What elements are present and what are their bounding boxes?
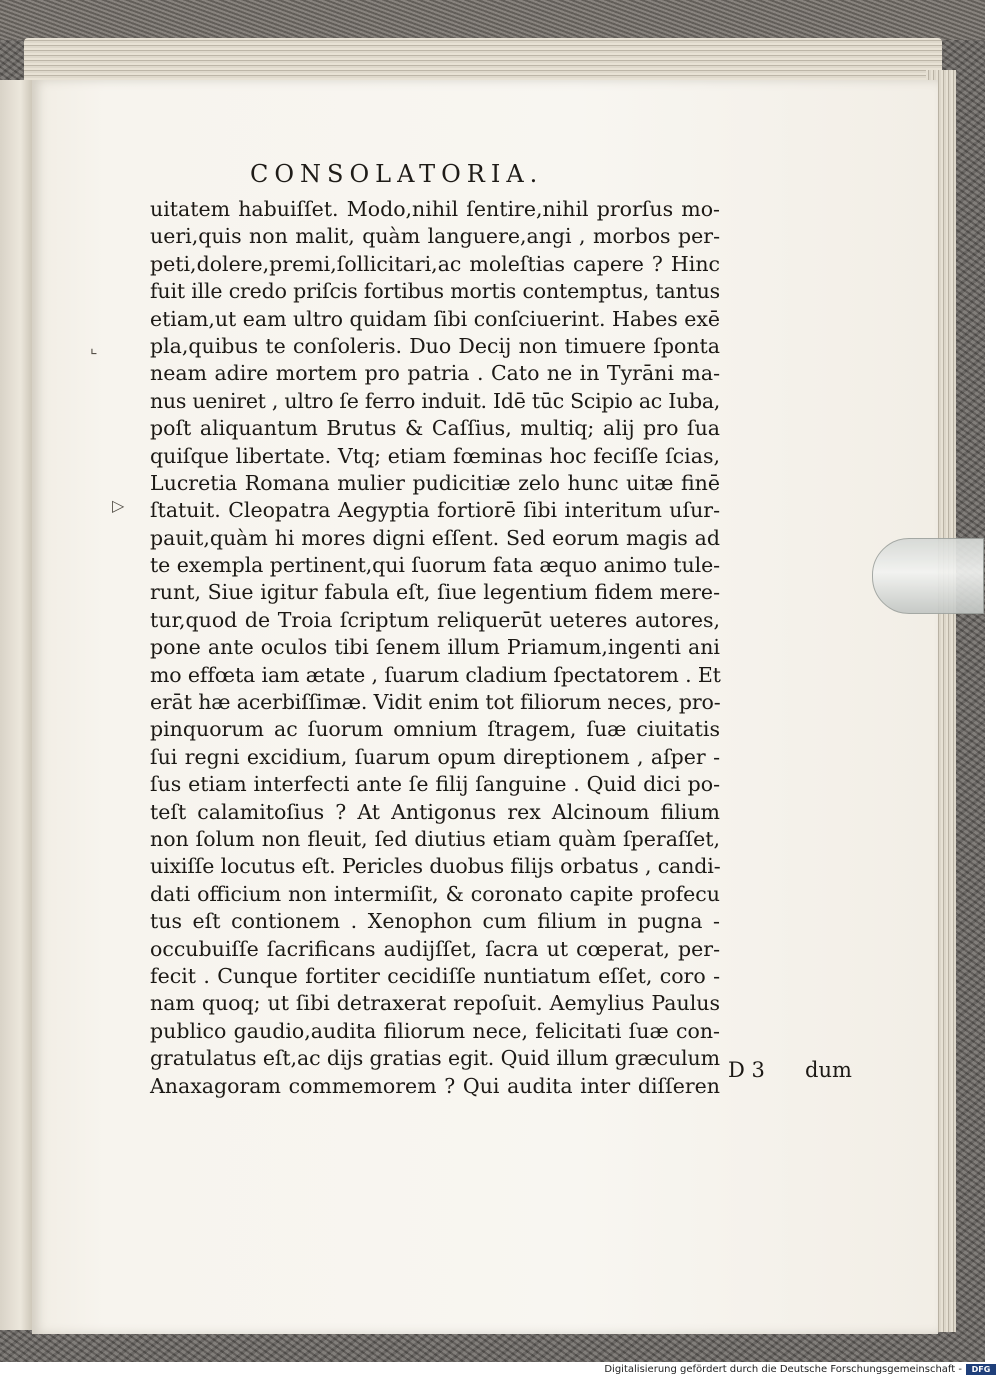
text-line: publico gaudio,audita filiorum nece, felicitati ſuæ con- bbox=[150, 1018, 720, 1043]
text-line: Lucretia Romana mulier pudicitiæ zelo hunc uitæ finē bbox=[150, 470, 720, 495]
catchword: dum bbox=[805, 1058, 852, 1082]
text-line: tus eſt contionem . Xenophon cum filium in pugna - bbox=[150, 909, 720, 934]
page-body-text bbox=[150, 196, 720, 1100]
text-line: teſt calamitoſius ? At Antigonus rex Alcinoum filium bbox=[150, 799, 720, 824]
dfg-logo: DFG bbox=[966, 1364, 996, 1375]
text-line: neam adire mortem pro patria . Cato ne in Tyrāni ma- bbox=[150, 361, 720, 386]
text-line: non ſolum non fleuit, ſed diutius etiam quàm ſperaſſet, bbox=[150, 826, 720, 851]
book-cover-top-edge bbox=[0, 0, 985, 40]
text-line: occubuiſſe ſacrificans audijſſet, ſacra ut cœperat, per- bbox=[150, 936, 720, 961]
margin-pointer-mark: ▷ bbox=[112, 496, 125, 515]
funding-credit: Digitalisierung gefördert durch die Deutsche Forschungsgemeinschaft - bbox=[604, 1364, 962, 1375]
signature-mark: D 3 bbox=[728, 1058, 765, 1082]
text-line: tur,quod de Troia ſcriptum reliquerūt ueteres autores, bbox=[150, 607, 720, 632]
text-line: fuit ille credo priſcis fortibus mortis contemptus, tantus bbox=[150, 279, 720, 304]
text-line: ſtatuit. Cleopatra Aegyptia fortiorē ſibi interitum uſur- bbox=[150, 498, 720, 523]
page-clip bbox=[872, 538, 984, 614]
text-line: peti,dolere,premi,ſollicitari,ac moleſtias capere ? Hinc bbox=[150, 251, 720, 276]
margin-pencil-mark: ⌞ bbox=[90, 338, 98, 357]
text-line: te exempla pertinent,qui ſuorum fata æquo animo tule- bbox=[150, 553, 720, 578]
text-line: pinquorum ac ſuorum omnium ſtragem, ſuæ ciuitatis bbox=[150, 717, 720, 742]
catchline bbox=[150, 1058, 852, 1088]
text-line: ſus etiam interfecti ante ſe filij ſanguine . Quid dici po- bbox=[150, 772, 720, 797]
text-line: nam quoq; ut ſibi detraxerat repoſuit. Aemylius Paulus bbox=[150, 991, 720, 1016]
text-line: erāt hæ acerbiſſimæ. Vidit enim tot filiorum neces, pro- bbox=[150, 690, 721, 715]
text-line: gratulatus eſt,ac dijs gratias egit. Quid illum græculum bbox=[150, 1046, 720, 1071]
text-line: quiſque libertate. Vtq; etiam fœminas hoc feciſſe ſcias, bbox=[150, 443, 720, 468]
text-line: ſui regni excidium, ſuarum opum direptionem , aſper - bbox=[150, 744, 720, 769]
page-edges-top bbox=[24, 38, 942, 84]
text-line: pone ante oculos tibi ſenem illum Priamum,ingenti ani bbox=[150, 635, 720, 660]
text-line: mo effœta iam ætate , ſuarum cladium ſpectatorem . Et bbox=[150, 662, 721, 687]
text-line: etiam,ut eam ultro quidam ſibi conſciuerint. Habes exē bbox=[150, 306, 720, 331]
text-line: pla,quibus te conſoleris. Duo Decij non timuere ſponta bbox=[150, 333, 720, 358]
text-line: nus ueniret , ultro ſe ferro induit. Idē tūc Scipio ac Iuba, bbox=[150, 388, 720, 413]
text-line: dati officium non intermiſit, & coronato capite profecu bbox=[150, 881, 720, 906]
text-line: poſt aliquantum Brutus & Caſſius, multiq; alij pro ſua bbox=[150, 416, 720, 441]
running-header: CONSOLATORIA. bbox=[250, 160, 544, 188]
digitization-footer bbox=[0, 1362, 1000, 1376]
text-line: uixiſſe locutus eſt. Pericles duobus filijs orbatus , candi- bbox=[150, 854, 721, 879]
left-facing-page bbox=[0, 80, 34, 1330]
text-line: ueri,quis non malit, quàm languere,angi , morbos per- bbox=[150, 224, 720, 249]
text-line: Anaxagoram commemorem ? Qui audita inter diſſeren bbox=[150, 1073, 720, 1098]
text-line: runt, Siue igitur fabula eſt, ſiue legentium fidem mere- bbox=[150, 580, 720, 605]
text-line: pauit,quàm hi mores digni eſſent. Sed eorum magis ad bbox=[150, 525, 720, 550]
text-line: uitatem habuiſſet. Modo,nihil ſentire,nihil prorſus mo- bbox=[150, 197, 720, 221]
text-line: fecit . Cunque fortiter cecidiſſe nuntiatum eſſet, coro - bbox=[150, 963, 720, 988]
